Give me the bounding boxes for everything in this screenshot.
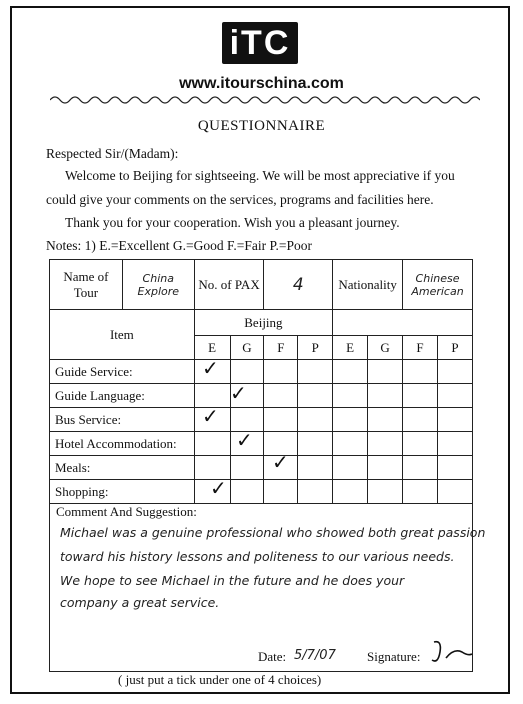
grade-e: E	[194, 336, 230, 360]
pax-label: No. of PAX	[194, 260, 264, 310]
date-label: Date:	[258, 649, 287, 664]
city-2-header	[333, 310, 473, 336]
website-url: www.itourschina.com	[179, 75, 344, 92]
comment-line-4: company a great service.	[60, 595, 220, 610]
item-shopping: Shopping:	[50, 480, 195, 504]
item-guide-service: Guide Service:	[50, 360, 195, 384]
itc-logo: iTC	[222, 22, 298, 64]
item-hotel-accommodation: Hotel Accommodation:	[50, 432, 195, 456]
comment-line-2: toward his history lessons and politeness to our various needs.	[60, 549, 455, 564]
item-meals: Meals:	[50, 456, 195, 480]
city-1-header: Beijing	[194, 310, 332, 336]
item-bus-service: Bus Service:	[50, 408, 195, 432]
grade-g: G	[230, 336, 264, 360]
item-header: Item	[50, 310, 195, 360]
signature-scribble	[428, 638, 476, 666]
checkmark-icon: ✓	[236, 428, 253, 452]
grade-g-2: G	[368, 336, 403, 360]
grade-p: P	[298, 336, 333, 360]
checkmark-icon: ✓	[202, 404, 219, 428]
pax-value[interactable]: 4	[264, 260, 333, 310]
item-guide-language: Guide Language:	[50, 384, 195, 408]
checkmark-icon: ✓	[202, 356, 219, 380]
checkmark-icon: ✓	[272, 450, 289, 474]
tick-instruction: ( just put a tick under one of 4 choices)	[118, 672, 322, 687]
date-value[interactable]: 5/7/07	[294, 648, 336, 663]
tour-name-label: Name of Tour	[50, 260, 123, 310]
tour-name-value[interactable]: China Explore	[122, 260, 194, 310]
checkmark-icon: ✓	[210, 476, 227, 500]
grade-e-2: E	[333, 336, 368, 360]
nationality-value[interactable]: Chinese American	[403, 260, 473, 310]
welcome-line-1: Welcome to Beijing for sightseeing. We will be most appreciative if you	[65, 168, 455, 183]
grade-notes: Notes: 1) E.=Excellent G.=Good F.=Fair P.=Poor	[46, 238, 312, 253]
grade-f-2: F	[403, 336, 438, 360]
signature-label: Signature:	[367, 649, 421, 664]
grade-f: F	[264, 336, 298, 360]
thanks-line: Thank you for your cooperation. Wish you a pleasant journey.	[65, 215, 400, 230]
questionnaire-table	[49, 259, 473, 504]
comment-line-1: Michael was a genuine professional who showed both great passion	[60, 525, 486, 540]
grade-p-2: P	[437, 336, 472, 360]
comment-line-3: We hope to see Michael in the future and he does your	[60, 573, 405, 588]
welcome-line-2: could give your comments on the services, programs and facilities here.	[46, 192, 434, 207]
form-title: QUESTIONNAIRE	[197, 118, 326, 134]
nationality-label: Nationality	[333, 260, 403, 310]
comment-label: Comment And Suggestion:	[56, 504, 197, 519]
checkmark-icon: ✓	[230, 381, 247, 405]
wavy-divider	[50, 94, 480, 106]
salutation: Respected Sir/(Madam):	[46, 146, 179, 161]
